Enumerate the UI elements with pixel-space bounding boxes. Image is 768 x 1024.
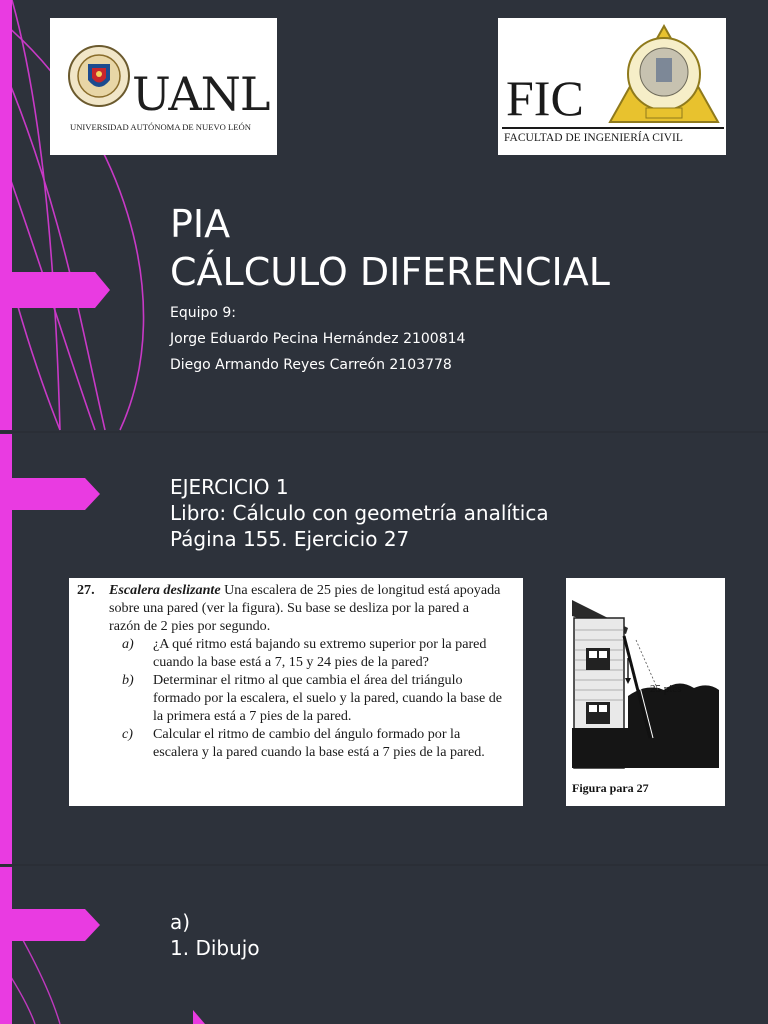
problem-item-tag: c) (122, 726, 133, 742)
problem-name: Escalera deslizante (109, 582, 221, 598)
part-item: 1. Dibujo (170, 936, 260, 960)
problem-item-tag: a) (122, 636, 134, 652)
problem-item (77, 725, 503, 761)
figure-caption: Figura para 27 (572, 781, 649, 795)
problem-number: 27. (77, 582, 95, 598)
exercise-header (170, 474, 549, 552)
exercise-heading: EJERCICIO 1 (170, 475, 289, 499)
ladder-house-illustration (566, 578, 725, 778)
title-line-1: PIA (170, 202, 231, 246)
fic-wordmark: FIC (506, 70, 584, 126)
fic-subtitle: FACULTAD DE INGENIERÍA CIVIL (504, 132, 683, 144)
part-label: a) (170, 910, 191, 934)
problem-item (77, 671, 503, 725)
problem-item-text: ¿A qué ritmo está bajando su extremo superior por la pared cuando la base está a 7, 15 y 24 pies de la pared? (153, 636, 487, 670)
ladder-length-label: 25 pies (650, 683, 682, 695)
team-info (170, 300, 465, 378)
ladder-figure (566, 578, 725, 806)
problem-item-text: Determinar el ritmo al que cambia el área del triángulo formado por la escalera, el suelo y la pared, cuando la base de la primera está a 7 pies de la pared. (153, 672, 503, 724)
problem-item (77, 635, 503, 671)
uanl-logo (50, 18, 277, 155)
uanl-wordmark: UANL (132, 67, 270, 121)
problem-intro (77, 581, 503, 635)
problem-item-tag: b) (122, 672, 134, 688)
part-section (170, 909, 260, 961)
problem-statement (69, 578, 523, 806)
problem-item-text: Calcular el ritmo de cambio del ángulo formado por la escalera y la pared cuando la base está a 7 pies de la pared. (153, 726, 485, 760)
team-label: Equipo 9: (170, 305, 237, 321)
fic-logo (498, 18, 726, 155)
exercise-page: Página 155. Ejercicio 27 (170, 527, 410, 551)
uanl-subtitle: UNIVERSIDAD AUTÓNOMA DE NUEVO LEÓN (70, 122, 251, 132)
team-member: Jorge Eduardo Pecina Hernández 2100814 (170, 331, 466, 347)
problem-intro-text: Una escalera de 25 pies de longitud está apoyada sobre una pared (ver la figura). Su base se desliza por la pared a razón de 2 pies por segundo. (109, 582, 501, 634)
team-member: Diego Armando Reyes Carreón 2103778 (170, 357, 452, 373)
exercise-book: Libro: Cálculo con geometría analítica (170, 501, 549, 525)
fic-emblem-icon (606, 22, 722, 126)
fic-divider (502, 127, 724, 129)
page-title (170, 200, 610, 296)
uanl-seal-icon (68, 40, 130, 112)
title-line-2: CÁLCULO DIFERENCIAL (170, 250, 610, 294)
